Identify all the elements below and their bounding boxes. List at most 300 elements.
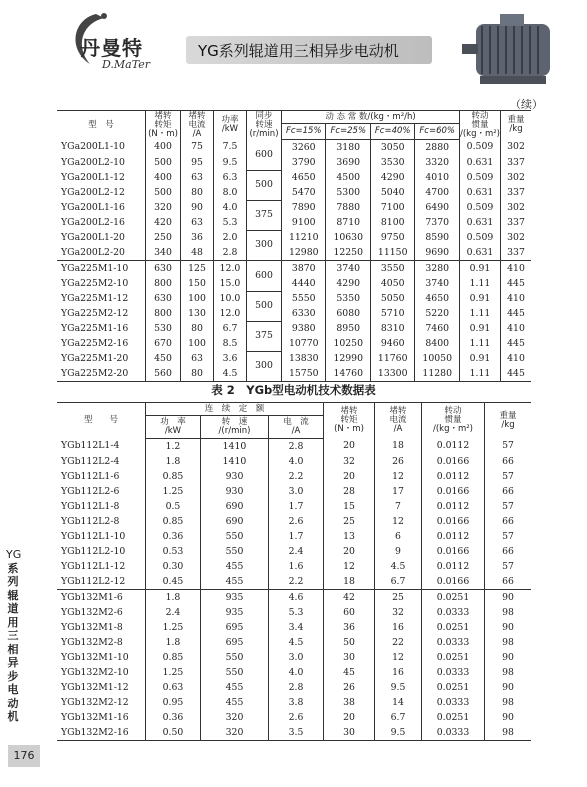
- table-cell: 80: [181, 321, 214, 336]
- table-cell: 0.631: [459, 215, 500, 230]
- table-cell: 445: [501, 366, 532, 382]
- sync-speed-cell: 600: [247, 261, 282, 292]
- table-cell: 130: [181, 306, 214, 321]
- page-header: [0, 0, 587, 96]
- table-row: [57, 650, 531, 665]
- table-cell: 25: [324, 514, 375, 529]
- table-cell: 0.0166: [422, 484, 485, 499]
- sync-speed-cell: 300: [247, 351, 282, 382]
- table-cell: 20: [324, 439, 375, 455]
- table-cell: 2.8: [269, 439, 324, 455]
- table-cell: 4650: [415, 291, 460, 306]
- table-cell: 410: [501, 291, 532, 306]
- table-row: [57, 710, 531, 725]
- model-cell: YGb112L1-12: [61, 560, 126, 572]
- side-series-label: [6, 548, 20, 724]
- table-cell: 670: [146, 336, 181, 351]
- model-cell: YGb112L1-8: [61, 500, 120, 512]
- table-cell: 0.0166: [422, 514, 485, 529]
- table-cell: 11210: [282, 230, 326, 245]
- table-cell: 1.6: [269, 559, 324, 574]
- col-power: 功 率 /kW: [146, 416, 201, 439]
- model-cell: YGb112L1-4: [61, 440, 120, 452]
- table-cell: 400: [146, 170, 181, 185]
- table-cell: 0.0166: [422, 544, 485, 559]
- table-cell: 0.85: [146, 469, 201, 484]
- table-cell: 400: [146, 140, 181, 156]
- col-inertia: 转动 惯量 /(kg・m²): [459, 110, 500, 139]
- table-cell: 63: [181, 215, 214, 230]
- table-cell: 38: [324, 695, 375, 710]
- table-cell: 0.0166: [422, 574, 485, 590]
- table-cell: 25: [375, 590, 422, 606]
- table-cell: 30: [324, 650, 375, 665]
- table-row: [57, 665, 531, 680]
- table-cell: 1.7: [269, 499, 324, 514]
- table-cell: 12: [324, 559, 375, 574]
- model-cell: YGa225M1-16: [61, 322, 129, 334]
- table-cell: 320: [146, 200, 181, 215]
- table-cell: 98: [485, 605, 532, 620]
- table-cell: 935: [200, 590, 268, 606]
- table-row: [57, 559, 531, 574]
- table-cell: 16: [375, 620, 422, 635]
- table-row: [57, 725, 531, 741]
- table-cell: 18: [375, 439, 422, 455]
- table-cell: 12.0: [214, 306, 247, 321]
- table-cell: 3180: [326, 140, 370, 156]
- table-cell: 9460: [370, 336, 414, 351]
- col-locked-torque: 堵转 转矩 (N・m): [146, 111, 181, 140]
- table-cell: 1.11: [459, 336, 500, 351]
- table-cell: 100: [181, 291, 214, 306]
- table-cell: 320: [200, 725, 268, 741]
- table-cell: 90: [485, 590, 532, 606]
- sync-speed-cell: 375: [247, 200, 282, 230]
- table-cell: 3.6: [214, 351, 247, 366]
- col-dynamic-constant: 动 态 常 数/(kg・m²/h): [282, 111, 460, 124]
- table-cell: 4.0: [214, 200, 247, 215]
- table-cell: 8950: [326, 321, 370, 336]
- table-cell: 8.0: [214, 185, 247, 200]
- col-speed: 转 速 /(r/min): [200, 416, 268, 439]
- table-cell: 0.0112: [422, 439, 485, 455]
- sync-speed-cell: 600: [247, 140, 282, 171]
- table-cell: 1.8: [146, 454, 201, 469]
- table-cell: 1.2: [146, 439, 201, 455]
- table-row: [57, 484, 531, 499]
- continued-label: （续）: [510, 98, 543, 111]
- table-cell: 98: [485, 665, 532, 680]
- table-cell: 3050: [370, 140, 414, 156]
- table-cell: 57: [485, 499, 532, 514]
- table-cell: 1.8: [146, 635, 201, 650]
- col-inertia: 转动 惯量 /(kg・m²): [422, 403, 485, 439]
- table-cell: 530: [146, 321, 181, 336]
- table-cell: 8100: [370, 215, 414, 230]
- table-cell: 6490: [415, 200, 460, 215]
- table-cell: 42: [324, 590, 375, 606]
- table-cell: 550: [200, 544, 268, 559]
- table-cell: 0.91: [459, 351, 500, 366]
- table-cell: 500: [146, 155, 181, 170]
- table-cell: 12980: [282, 245, 326, 261]
- table-cell: 75: [181, 140, 214, 156]
- table-row: [57, 544, 531, 559]
- table-cell: 0.91: [459, 261, 500, 277]
- side-label-char: 电: [7, 683, 19, 696]
- table-cell: 0.91: [459, 291, 500, 306]
- table-cell: 1.11: [459, 366, 500, 382]
- side-label-char: 相: [7, 642, 19, 656]
- table-cell: 5220: [415, 306, 460, 321]
- table-cell: 0.0166: [422, 454, 485, 469]
- table-cell: 337: [501, 215, 532, 230]
- logo-chinese-name: 丹曼特: [80, 36, 143, 60]
- table-cell: 1.25: [146, 620, 201, 635]
- model-cell: YGa200L1-12: [61, 171, 125, 183]
- table-cell: 5.3: [269, 605, 324, 620]
- col-fc-40: Fc=40%: [370, 124, 414, 140]
- table-cell: 6: [375, 529, 422, 544]
- table-cell: 337: [501, 155, 532, 170]
- model-cell: YGa200L1-10: [61, 141, 125, 153]
- col-weight: 重量 /kg: [501, 111, 532, 140]
- side-label-char: 系: [7, 561, 19, 575]
- table-cell: 302: [501, 170, 532, 185]
- table-cell: 66: [485, 454, 532, 469]
- model-cell: YGb132M2-6: [61, 606, 123, 618]
- table-cell: 4050: [370, 276, 414, 291]
- table-cell: 250: [146, 230, 181, 245]
- table-cell: 0.5: [146, 499, 201, 514]
- table-cell: 4500: [326, 170, 370, 185]
- model-cell: YGb132M2-16: [57, 725, 146, 741]
- table-cell: 8400: [415, 336, 460, 351]
- table-cell: 6080: [326, 306, 370, 321]
- table-cell: 0.0251: [422, 620, 485, 635]
- table-cell: 410: [501, 261, 532, 277]
- side-label-char: 辊: [7, 588, 19, 602]
- table-cell: 3550: [370, 261, 414, 277]
- motor-data-table-1: [57, 110, 531, 382]
- table-cell: 302: [501, 140, 532, 156]
- table-cell: 800: [146, 306, 181, 321]
- table-cell: 3740: [415, 276, 460, 291]
- table-cell: 66: [485, 574, 532, 590]
- side-label-char: 异: [7, 656, 19, 669]
- table-cell: 4290: [370, 170, 414, 185]
- table-cell: 66: [485, 514, 532, 529]
- table-cell: 63: [181, 170, 214, 185]
- table-cell: 3740: [326, 261, 370, 277]
- model-cell: YGa200L2-16: [61, 216, 125, 228]
- table-cell: 302: [501, 200, 532, 215]
- model-cell: YGa225M1-12: [61, 292, 129, 304]
- motor-illustration-icon: [456, 10, 568, 90]
- table-cell: 445: [501, 276, 532, 291]
- table-cell: 0.0333: [422, 695, 485, 710]
- table-cell: 9: [375, 544, 422, 559]
- table-row: [57, 499, 531, 514]
- table-cell: 420: [146, 215, 181, 230]
- table-cell: 17: [375, 484, 422, 499]
- table-row: [57, 514, 531, 529]
- table-cell: 0.0333: [422, 605, 485, 620]
- table-cell: 5040: [370, 185, 414, 200]
- table-row: [57, 469, 531, 484]
- table-cell: 66: [485, 484, 532, 499]
- table-cell: 36: [181, 230, 214, 245]
- table-cell: 13300: [370, 366, 414, 382]
- table-cell: 4.6: [269, 590, 324, 606]
- table-cell: 1.7: [269, 529, 324, 544]
- table-cell: 0.36: [146, 710, 201, 725]
- table-cell: 0.0251: [422, 680, 485, 695]
- col-continuous-rating: 连 续 定 额: [146, 403, 324, 416]
- table-cell: 2.4: [269, 544, 324, 559]
- table-cell: 90: [485, 620, 532, 635]
- table-cell: 0.0333: [422, 665, 485, 680]
- table-cell: 0.0333: [422, 635, 485, 650]
- table-row: [57, 306, 531, 321]
- table-cell: 8590: [415, 230, 460, 245]
- table-cell: 6330: [282, 306, 326, 321]
- table-cell: 6.7: [375, 574, 422, 590]
- table-cell: 3.5: [269, 725, 324, 741]
- table-cell: 5.3: [214, 215, 247, 230]
- table-cell: 0.95: [146, 695, 201, 710]
- model-cell: YGb132M1-6: [57, 590, 146, 606]
- table-cell: 0.0112: [422, 529, 485, 544]
- table-cell: 3320: [415, 155, 460, 170]
- table-cell: 4650: [282, 170, 326, 185]
- table-cell: 15750: [282, 366, 326, 382]
- model-cell: YGb132M2-8: [61, 636, 123, 648]
- table-cell: 13830: [282, 351, 326, 366]
- table-cell: 80: [181, 366, 214, 382]
- table-cell: 90: [485, 710, 532, 725]
- table-cell: 10.0: [214, 291, 247, 306]
- table-cell: 445: [501, 306, 532, 321]
- table-cell: 50: [324, 635, 375, 650]
- table-cell: 455: [200, 695, 268, 710]
- table-cell: 930: [200, 469, 268, 484]
- table-cell: 9750: [370, 230, 414, 245]
- table-cell: 1.25: [146, 484, 201, 499]
- table-cell: 4.5: [214, 366, 247, 382]
- table-cell: 60: [324, 605, 375, 620]
- table-cell: 2.6: [269, 514, 324, 529]
- model-cell: YGa200L1-16: [61, 201, 125, 213]
- side-label-char: 机: [7, 710, 19, 723]
- table-cell: 410: [501, 321, 532, 336]
- table-cell: 6.7: [214, 321, 247, 336]
- table-cell: 5710: [370, 306, 414, 321]
- model-cell: YGb132M1-8: [61, 621, 123, 633]
- table-cell: 4440: [282, 276, 326, 291]
- table-cell: 337: [501, 185, 532, 200]
- side-label-char: 步: [7, 669, 19, 683]
- sync-speed-cell: 500: [247, 170, 282, 200]
- col-model: 型 号: [57, 403, 146, 439]
- table-row: [57, 200, 531, 215]
- model-cell: YGa225M1-20: [61, 352, 129, 364]
- table-cell: 695: [200, 620, 268, 635]
- table-cell: 150: [181, 276, 214, 291]
- table-cell: 2.6: [269, 710, 324, 725]
- table-cell: 57: [485, 469, 532, 484]
- table-cell: 695: [200, 635, 268, 650]
- table-cell: 12: [375, 650, 422, 665]
- table-cell: 45: [324, 665, 375, 680]
- table-cell: 2.8: [214, 245, 247, 261]
- table-cell: 0.0251: [422, 710, 485, 725]
- page-number: 176: [8, 745, 40, 767]
- table-row: [57, 529, 531, 544]
- table-cell: 5050: [370, 291, 414, 306]
- table-cell: 9.5: [375, 680, 422, 695]
- table-cell: 3.4: [269, 620, 324, 635]
- table-cell: 20: [324, 710, 375, 725]
- table-cell: 1.8: [146, 590, 201, 606]
- table-row: [57, 680, 531, 695]
- table-cell: 5350: [326, 291, 370, 306]
- table-cell: 32: [375, 605, 422, 620]
- table-cell: 0.0251: [422, 590, 485, 606]
- table-cell: 560: [146, 366, 181, 382]
- table-cell: 10630: [326, 230, 370, 245]
- table-cell: 7880: [326, 200, 370, 215]
- model-cell: YGb132M1-12: [61, 681, 129, 693]
- table-cell: 0.30: [146, 559, 201, 574]
- col-model: 型 号: [57, 111, 146, 140]
- table-cell: 48: [181, 245, 214, 261]
- table-cell: 690: [200, 499, 268, 514]
- table-cell: 8310: [370, 321, 414, 336]
- model-cell: YGa225M2-12: [61, 307, 129, 319]
- table-cell: 12: [375, 469, 422, 484]
- motor-image: [456, 10, 568, 90]
- table-cell: 32: [324, 454, 375, 469]
- table-cell: 5470: [282, 185, 326, 200]
- table-cell: 337: [501, 245, 532, 261]
- table-row: [57, 605, 531, 620]
- table-cell: 302: [501, 230, 532, 245]
- col-locked-current: 堵转 电流 /A: [375, 403, 422, 439]
- model-cell: YGa200L2-10: [61, 156, 125, 168]
- table-cell: 36: [324, 620, 375, 635]
- table-row: [57, 635, 531, 650]
- table-cell: 4010: [415, 170, 460, 185]
- table-cell: 450: [146, 351, 181, 366]
- side-label-char: 用: [7, 615, 19, 629]
- model-cell: YGb112L2-12: [61, 575, 126, 587]
- table-row: [57, 574, 531, 590]
- table-cell: 690: [200, 514, 268, 529]
- table-cell: 7: [375, 499, 422, 514]
- side-label-char: 动: [7, 696, 19, 710]
- table-cell: 12990: [326, 351, 370, 366]
- table-cell: 500: [146, 185, 181, 200]
- table-row: [57, 215, 531, 230]
- table-row: [57, 185, 531, 200]
- table-cell: 4.5: [269, 635, 324, 650]
- table-cell: 320: [200, 710, 268, 725]
- table-cell: 4290: [326, 276, 370, 291]
- table-cell: 26: [324, 680, 375, 695]
- table-cell: 98: [485, 635, 532, 650]
- table-cell: 455: [200, 574, 268, 590]
- model-cell: YGb112L2-10: [61, 545, 126, 557]
- col-fc-25: Fc=25%: [326, 124, 370, 140]
- table-cell: 0.631: [459, 155, 500, 170]
- table-cell: 930: [200, 484, 268, 499]
- table-cell: 9100: [282, 215, 326, 230]
- table-cell: 3530: [370, 155, 414, 170]
- table-row: [57, 439, 531, 455]
- sync-speed-cell: 500: [247, 291, 282, 321]
- table-cell: 0.85: [146, 650, 201, 665]
- table-row: [57, 170, 531, 185]
- table-cell: 8710: [326, 215, 370, 230]
- table-row: [57, 590, 531, 606]
- table-cell: 90: [485, 650, 532, 665]
- table-cell: 2880: [415, 140, 460, 156]
- table-cell: 445: [501, 336, 532, 351]
- table-cell: 0.45: [146, 574, 201, 590]
- table-cell: 0.53: [146, 544, 201, 559]
- table-cell: 3260: [282, 140, 326, 156]
- table-cell: 10770: [282, 336, 326, 351]
- table-cell: 7370: [415, 215, 460, 230]
- table-cell: 63: [181, 351, 214, 366]
- table-cell: 5300: [326, 185, 370, 200]
- table-cell: 12.0: [214, 261, 247, 277]
- side-label-char: 三: [7, 629, 19, 642]
- table-cell: 3690: [326, 155, 370, 170]
- table-row: [57, 366, 531, 382]
- model-cell: YGb132M2-12: [61, 696, 129, 708]
- table-cell: 95: [181, 155, 214, 170]
- table-cell: 0.85: [146, 514, 201, 529]
- table-cell: 9.5: [375, 725, 422, 741]
- table-cell: 14760: [326, 366, 370, 382]
- table-row: [57, 695, 531, 710]
- table-cell: 10250: [326, 336, 370, 351]
- table-cell: 30: [324, 725, 375, 741]
- table-cell: 0.91: [459, 321, 500, 336]
- table-cell: 80: [181, 185, 214, 200]
- table-cell: 90: [485, 680, 532, 695]
- table-cell: 13: [324, 529, 375, 544]
- model-cell: YGb112L2-6: [61, 485, 120, 497]
- table-cell: 800: [146, 276, 181, 291]
- table-cell: 4.5: [375, 559, 422, 574]
- col-locked-current: 堵转 电流 /A: [181, 111, 214, 140]
- model-cell: YGb112L2-8: [61, 515, 120, 527]
- table-cell: 98: [485, 695, 532, 710]
- col-weight: 重量 /kg: [485, 403, 532, 439]
- table-row: [57, 140, 531, 156]
- model-cell: YGa200L1-20: [61, 231, 125, 243]
- model-cell: YGa200L2-12: [61, 186, 125, 198]
- table-cell: 20: [324, 469, 375, 484]
- model-cell: YGb112L1-10: [61, 530, 126, 542]
- table-cell: 0.0112: [422, 469, 485, 484]
- motor-data-table-2: [57, 402, 531, 741]
- table-cell: 11150: [370, 245, 414, 261]
